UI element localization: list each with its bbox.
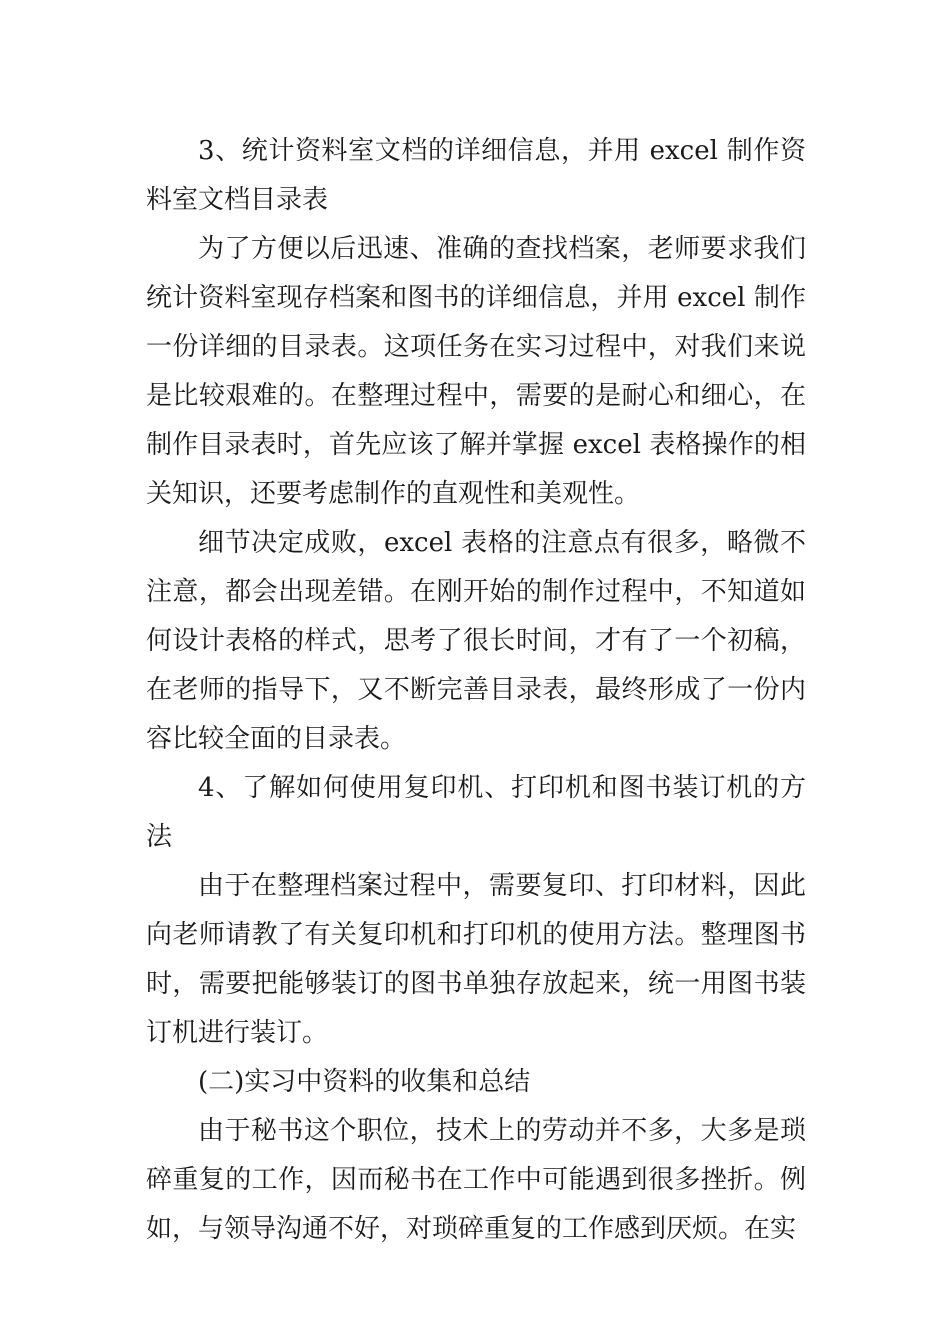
body-paragraph: 由于秘书这个职位，技术上的劳动并不多，大多是琐碎重复的工作，因而秘书在工作中可能遇到很多挫折。例如，与领导沟通不好，对琐碎重复的工作感到厌烦。在实 [146,1116,806,1244]
body-paragraph: 为了方便以后迅速、准确的查找档案，老师要求我们统计资料室现存档案和图书的详细信息，并用 excel 制作一份详细的目录表。这项任务在实习过程中，对我们来说是比较艰难的。在整理过程中，需要的是耐心和细心，在制作目录表时，首先应该了解并掌握 excel 表格操作的相关知识，还要考虑制作的直观性和美观性。 [146,234,806,509]
section-heading-2: (二)实习中资料的收集和总结 [198,1067,531,1097]
section-heading-3: 3、统计资料室文档的详细信息，并用 excel 制作资料室文档目录表 [146,136,806,215]
section-heading-4: 4、了解如何使用复印机、打印机和图书装订机的方法 [146,773,806,852]
body-paragraph: 由于在整理档案过程中，需要复印、打印材料，因此向老师请教了有关复印机和打印机的使用方法。整理图书时，需要把能够装订的图书单独存放起来，统一用图书装订机进行装订。 [146,871,806,1048]
document-body [146,127,806,1254]
body-paragraph: 细节决定成败，excel 表格的注意点有很多，略微不注意，都会出现差错。在刚开始的制作过程中，不知道如何设计表格的样式，思考了很长时间，才有了一个初稿，在老师的指导下，又不断完善目录表，最终形成了一份内容比较全面的目录表。 [146,528,806,754]
